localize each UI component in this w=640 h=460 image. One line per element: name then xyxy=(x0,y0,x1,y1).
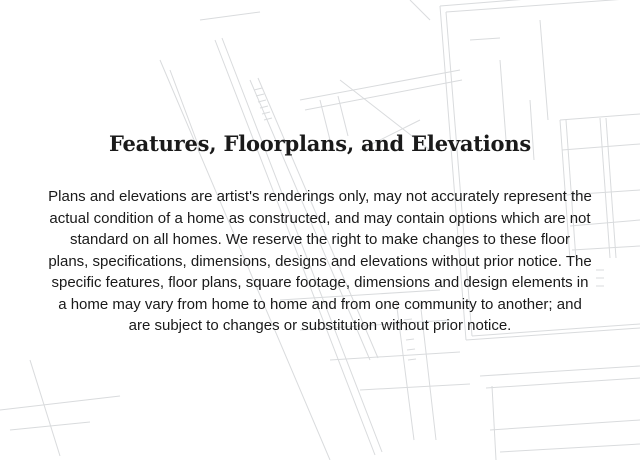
page-title: Features, Floorplans, and Elevations xyxy=(108,131,532,156)
disclaimer-text: Plans and elevations are artist's renderings only, may not accurately represent the actual condition of a home as constructed, and may contain options which are not standard on all homes. We reserve the right to make changes to these floor plans, specifications, dimensions, designs and elevations without prior notice. The specific features, floor plans, square footage, dimensions and design elements in a home may vary from home to home and from one community to another; and are subject to changes or substitution without prior notice. xyxy=(48,188,592,334)
